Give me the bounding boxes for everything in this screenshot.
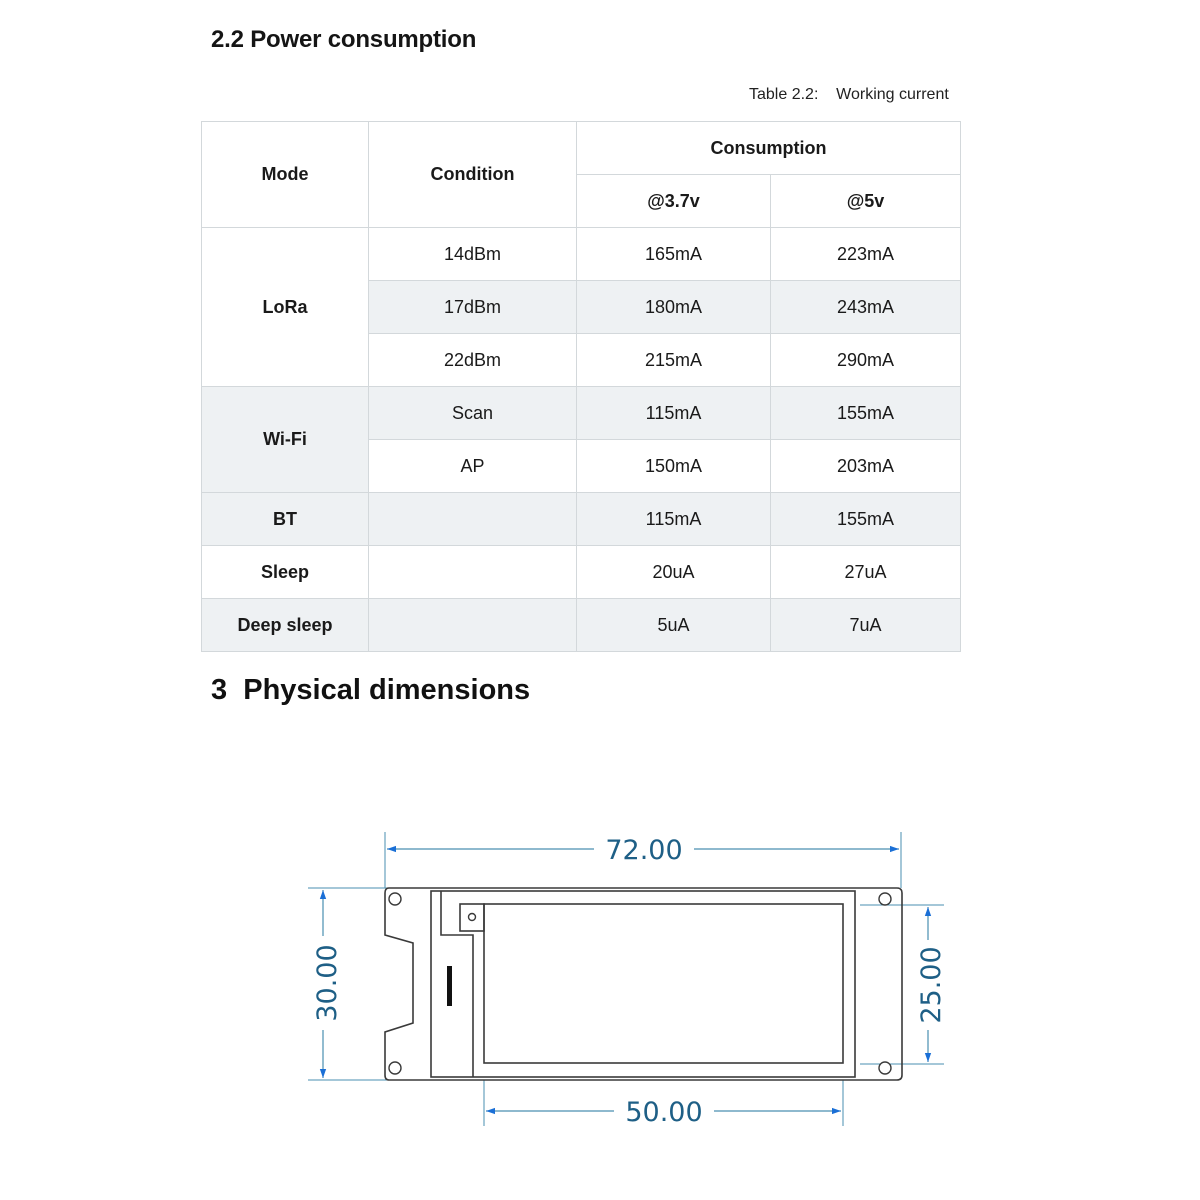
header-condition: Condition bbox=[369, 122, 577, 228]
mode-cell-wifi: Wi-Fi bbox=[202, 387, 369, 493]
value-3v7-cell: 5uA bbox=[577, 599, 771, 652]
mode-cell-bt: BT bbox=[202, 493, 369, 546]
mode-cell-sleep: Sleep bbox=[202, 546, 369, 599]
condition-cell: 17dBm bbox=[369, 281, 577, 334]
condition-cell: 14dBm bbox=[369, 228, 577, 281]
value-3v7-cell: 20uA bbox=[577, 546, 771, 599]
value-3v7-cell: 115mA bbox=[577, 387, 771, 440]
value-3v7-cell: 165mA bbox=[577, 228, 771, 281]
dimension-label-hole-spacing: 25.00 bbox=[916, 946, 947, 1024]
connector-slot-icon bbox=[447, 966, 452, 1006]
section-heading-physical-dimensions: 3 Physical dimensions bbox=[211, 674, 531, 706]
dimension-label-screen-width: 50.00 bbox=[625, 1097, 703, 1128]
mode-cell-lora: LoRa bbox=[202, 228, 369, 387]
mounting-holes bbox=[389, 893, 891, 1074]
value-5v-cell: 290mA bbox=[771, 334, 961, 387]
value-3v7-cell: 150mA bbox=[577, 440, 771, 493]
value-5v-cell: 203mA bbox=[771, 440, 961, 493]
dimension-label-height: 30.00 bbox=[312, 944, 343, 1022]
header-3v7: @3.7v bbox=[577, 175, 771, 228]
extension-lines bbox=[308, 832, 944, 1126]
value-5v-cell: 7uA bbox=[771, 599, 961, 652]
header-mode: Mode bbox=[202, 122, 369, 228]
mode-cell-deep-sleep: Deep sleep bbox=[202, 599, 369, 652]
value-5v-cell: 243mA bbox=[771, 281, 961, 334]
condition-cell: Scan bbox=[369, 387, 577, 440]
value-5v-cell: 155mA bbox=[771, 387, 961, 440]
value-3v7-cell: 215mA bbox=[577, 334, 771, 387]
section-heading-power-consumption: 2.2 Power consumption bbox=[211, 26, 477, 53]
value-5v-cell: 223mA bbox=[771, 228, 961, 281]
header-consumption: Consumption bbox=[577, 122, 961, 175]
condition-cell: AP bbox=[369, 440, 577, 493]
value-3v7-cell: 115mA bbox=[577, 493, 771, 546]
condition-cell: 22dBm bbox=[369, 334, 577, 387]
dimension-label-width: 72.00 bbox=[605, 835, 683, 866]
value-5v-cell: 155mA bbox=[771, 493, 961, 546]
value-5v-cell: 27uA bbox=[771, 546, 961, 599]
value-3v7-cell: 180mA bbox=[577, 281, 771, 334]
board-outline bbox=[385, 888, 902, 1080]
header-5v: @5v bbox=[771, 175, 961, 228]
table-caption: Table 2.2: Working current bbox=[749, 86, 949, 103]
